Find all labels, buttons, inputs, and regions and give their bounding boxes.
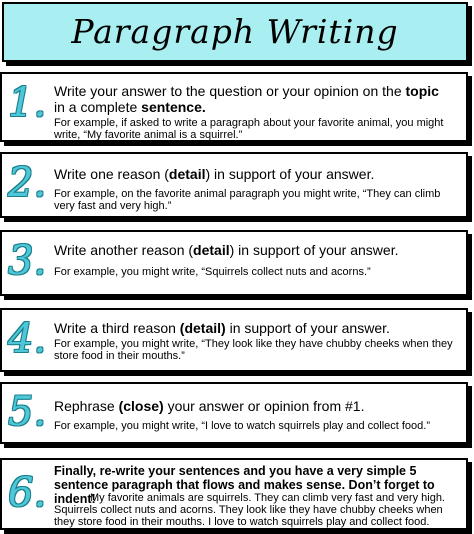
step-instruction: Write a third reason (detail) in support of your answer. [54,320,390,336]
step-3-box [0,230,468,296]
step-2-box [0,152,468,218]
sample-paragraph: My favorite animals are squirrels. They can climb very fast and very high. Squirrels collect nuts and acorns. They look like they have chubby cheeks when they store food in their mouths. I love to watch squirrels play and collect food. [54,492,445,528]
step-number: 4. [8,316,47,362]
step-instruction: Write one reason (detail) in support of your answer. [54,166,375,182]
step-4-box [0,308,468,372]
step-instruction: Write your answer to the question or your opinion on the topic in a complete sentence. [54,83,439,115]
step-instruction: Write another reason (detail) in support of your answer. [54,242,399,258]
step-5-box [0,382,468,444]
step-number: 1. [8,80,47,126]
step-example: For example, you might write, “Squirrels collect nuts and acorns.” [54,266,371,278]
step-instruction: Finally, re-write your sentences and you have a very simple 5 sentence paragraph that flows and makes sense. Don’t forget to indent! [54,464,435,506]
step-number: 3. [8,238,47,284]
step-number: 6. [8,470,47,516]
step-number: 5. [8,389,47,435]
step-instruction: Rephrase (close) your answer or opinion from #1. [54,398,365,414]
step-example: For example, you might write, “I love to watch squirrels play and collect food.” [54,420,430,432]
step-example: For example, if asked to write a paragraph about your favorite animal, you might write, “My favorite animal is a squirrel.” [54,117,444,141]
page-title: Paragraph Writing [71,12,399,51]
title-banner [2,2,468,62]
step-6-box [0,458,468,530]
step-number: 2. [8,160,47,206]
step-example: For example, you might write, “They look like they have chubby cheeks when they store food in their mouths.” [54,338,453,362]
step-1-box [0,72,468,142]
step-example: For example, on the favorite animal paragraph you might write, “They can climb very fast and very high.” [54,188,441,212]
